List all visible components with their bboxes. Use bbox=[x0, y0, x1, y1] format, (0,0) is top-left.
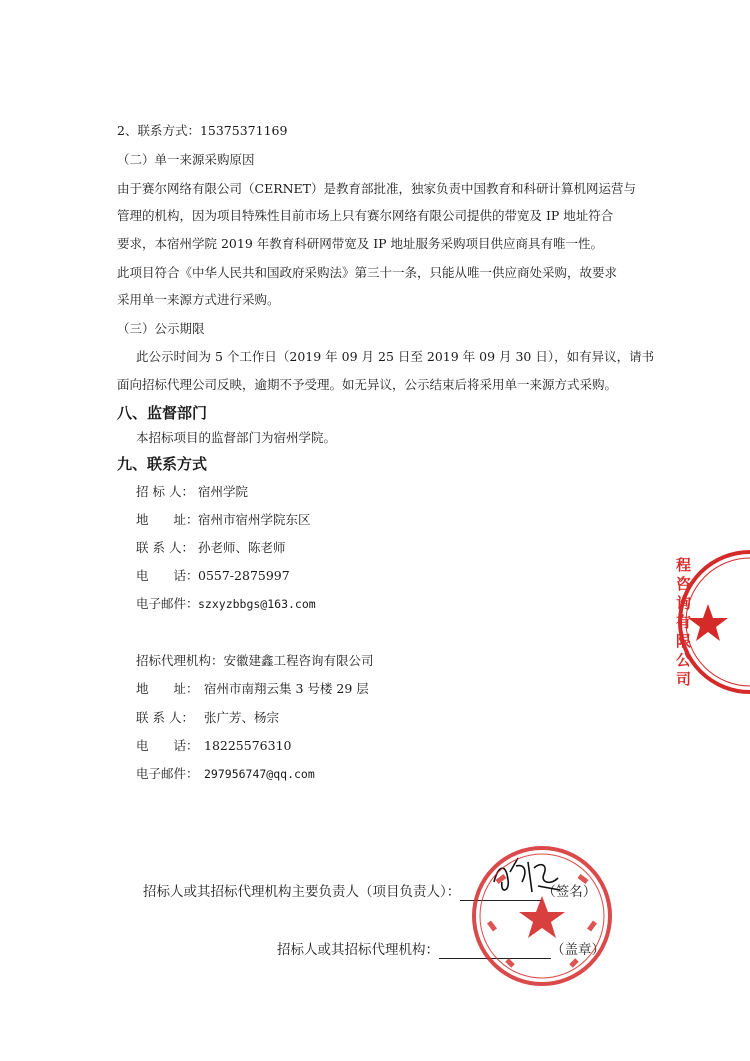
agency-name-row bbox=[136, 653, 374, 669]
tenderer-address: 宿州市宿州学院东区 bbox=[198, 512, 311, 527]
field-label: 联 系 人： bbox=[136, 710, 194, 725]
agency-contact-row bbox=[136, 710, 279, 726]
seal-text: 程咨询有限公司 bbox=[676, 556, 692, 688]
contacts-heading: 九、联系方式 bbox=[117, 455, 208, 473]
paragraph-line: 此公示时间为 5 个工作日（2019 年 09 月 25 日至 2019 年 09 月 30 日），如有异议，请书 bbox=[136, 349, 655, 364]
agency-phone: 18225576310 bbox=[204, 738, 292, 753]
agency-address: 宿州市南翔云集 3 号楼 29 层 bbox=[204, 681, 369, 696]
field-label: 地 址： bbox=[136, 681, 199, 696]
paragraph-line: 采用单一来源方式进行采购。 bbox=[117, 292, 280, 307]
stamp-suffix: （盖章） bbox=[551, 942, 605, 958]
paragraph-line: 管理的机构，因为项目特殊性目前市场上只有赛尔网络有限公司提供的带宽及 IP 地址符合 bbox=[117, 208, 614, 223]
stamp-label: 招标人或其招标代理机构： bbox=[277, 942, 439, 958]
tenderer-contact: 孙老师、陈老师 bbox=[198, 540, 286, 555]
supervision-text: 本招标项目的监督部门为宿州学院。 bbox=[136, 430, 337, 445]
signature-label: 招标人或其招标代理机构主要负责人（项目负责人）： bbox=[143, 884, 461, 900]
agency-phone-row bbox=[136, 738, 291, 754]
field-label: 电子邮件： bbox=[136, 766, 199, 781]
agency-address-row bbox=[136, 681, 369, 697]
tenderer-phone-row bbox=[136, 568, 290, 584]
field-label: 电 话： bbox=[136, 738, 199, 753]
contact-line: 2、联系方式：15375371169 bbox=[117, 123, 288, 138]
notice-period-heading: （三）公示期限 bbox=[117, 321, 205, 336]
bottom-seal-icon bbox=[467, 842, 617, 990]
field-label: 招标代理机构： bbox=[136, 653, 224, 668]
field-label: 电 话： bbox=[136, 568, 199, 583]
paragraph-line: 要求，本宿州学院 2019 年教育科研网带宽及 IP 地址服务采购项目供应商具有唯一性。 bbox=[117, 236, 604, 251]
tenderer-address-row bbox=[136, 512, 311, 528]
tenderer-name: 宿州学院 bbox=[198, 484, 249, 499]
agency-email-row bbox=[136, 766, 315, 782]
paragraph-line: 面向招标代理公司反映，逾期不予受理。如无异议，公示结束后将采用单一来源方式采购。 bbox=[117, 377, 618, 392]
tenderer-email: szxyzbbgs@163.com bbox=[198, 597, 316, 611]
agency-contact: 张广芳、杨宗 bbox=[204, 710, 280, 725]
signature-suffix: （签名） bbox=[542, 884, 597, 900]
agency-email: 297956747@qq.com bbox=[204, 767, 315, 781]
field-label: 联 系 人： bbox=[136, 540, 194, 555]
tenderer-name-row bbox=[136, 484, 248, 500]
tenderer-contact-row bbox=[136, 540, 286, 556]
field-label: 招 标 人： bbox=[136, 484, 194, 499]
supervision-heading: 八、监督部门 bbox=[117, 404, 208, 422]
tenderer-email-row bbox=[136, 596, 316, 612]
field-label: 地 址： bbox=[136, 512, 199, 527]
paragraph-line: 由于赛尔网络有限公司（CERNET）是教育部批准，独家负责中国教育和科研计算机网运营与 bbox=[117, 181, 637, 196]
agency-name: 安徽建鑫工程咨询有限公司 bbox=[223, 653, 374, 668]
paragraph-line: 此项目符合《中华人民共和国政府采购法》第三十一条，只能从唯一供应商处采购，故要求 bbox=[117, 265, 618, 280]
single-source-heading: （二）单一来源采购原因 bbox=[117, 152, 255, 167]
tenderer-phone: 0557-2875997 bbox=[198, 568, 290, 583]
field-label: 电子邮件： bbox=[136, 596, 199, 611]
